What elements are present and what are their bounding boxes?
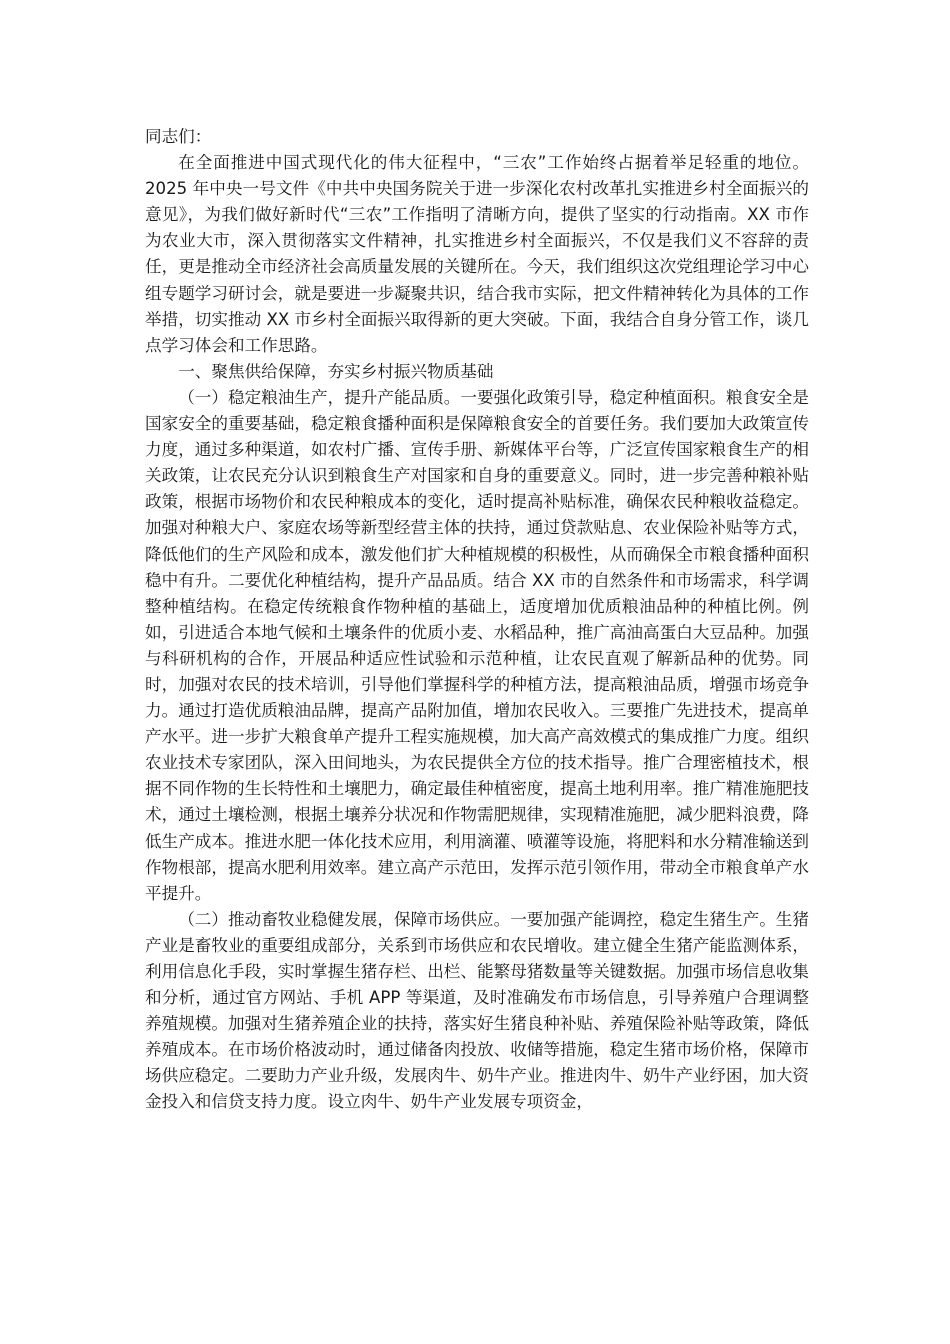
intro-paragraph: 在全面推进中国式现代化的伟大征程中，“三农”工作始终占据着举足轻重的地位。2025 年中央一号文件《中共中央国务院关于进一步深化农村改革扎实推进乡村全面振兴的意见》，为我们做好新时代“三农”工作指明了清晰方向，提供了坚实的行动指南。XX 市作为农业大市，深入贯彻落实文件精神，扎实推进乡村全面振兴，不仅是我们义不容辞的责任，更是推动全市经济社会高质量发展的关键所在。今天，我们组织这次党组理论学习中心组专题学习研讨会，就是要进一步凝聚共识，结合我市实际，把文件精神转化为具体的工作举措，切实推动 XX 市乡村全面振兴取得新的更大突破。下面，我结合自身分管工作，谈几点学习体会和工作思路。 — [145, 153, 809, 355]
document-body — [145, 124, 809, 1116]
section-heading: 一、聚焦供给保障，夯实乡村振兴物质基础 — [178, 361, 494, 381]
salutation: 同志们： — [145, 127, 212, 146]
subsection-livestock: （二）推动畜牧业稳健发展，保障市场供应。一要加强产能调控，稳定生猪生产。生猪产业是畜牧业的重要组成部分，关系到市场供应和农民增收。建立健全生猪产能监测体系，利用信息化手段，实时掌握生猪存栏、出栏、能繁母猪数量等关键数据。加强市场信息收集和分析，通过官方网站、手机 APP 等渠道，及时准确发布市场信息，引导养殖户合理调整养殖规模。加强对生猪养殖企业的扶持，落实好生猪良种补贴、养殖保险补贴等政策，降低养殖成本。在市场价格波动时，通过储备肉投放、收储等措施，稳定生猪市场价格，保障市场供应稳定。二要助力产业升级，发展肉牛、奶牛产业。推进肉牛、奶牛产业纾困，加大资金投入和信贷支持力度。设立肉牛、奶牛产业发展专项资金， — [145, 909, 809, 1112]
subsection-grain-oil: （一）稳定粮油生产，提升产能品质。一要强化政策引导，稳定种植面积。粮食安全是国家安全的重要基础，稳定粮食播种面积是保障粮食安全的首要任务。我们要加大政策宣传力度，通过多种渠道，如农村广播、宣传手册、新媒体平台等，广泛宣传国家粮食生产的相关政策，让农民充分认识到粮食生产对国家和自身的重要意义。同时，进一步完善种粮补贴政策，根据市场物价和农民种粮成本的变化，适时提高补贴标准，确保农民种粮收益稳定。加强对种粮大户、家庭农场等新型经营主体的扶持，通过贷款贴息、农业保险补贴等方式，降低他们的生产风险和成本，激发他们扩大种植规模的积极性，从而确保全市粮食播种面积稳中有升。二要优化种植结构，提升产品品质。结合 XX 市的自然条件和市场需求，科学调整种植结构。在稳定传统粮食作物种植的基础上，适度增加优质粮油品种的种植比例。例如，引进适合本地气候和土壤条件的优质小麦、水稻品种，推广高油高蛋白大豆品种。加强与科研机构的合作，开展品种适应性试验和示范种植，让农民直观了解新品种的优势。同时，加强对农民的技术培训，引导他们掌握科学的种植方法，提高粮油品质，增强市场竞争力。通过打造优质粮油品牌，提高产品附加值，增加农民收入。三要推广先进技术，提高单产水平。进一步扩大粮食单产提升工程实施规模，加大高产高效模式的集成推广力度。组织农业技术专家团队，深入田间地头，为农民提供全方位的技术指导。推广合理密植技术，根据不同作物的生长特性和土壤肥力，确定最佳种植密度，提高土地利用率。推广精准施肥技术，通过土壤检测，根据土壤养分状况和作物需肥规律，实现精准施肥，减少肥料浪费，降低生产成本。推进水肥一体化技术应用，利用滴灌、喷灌等设施，将肥料和水分精准输送到作物根部，提高水肥利用效率。建立高产示范田，发挥示范引领作用，带动全市粮食单产水平提升。 — [145, 387, 809, 903]
